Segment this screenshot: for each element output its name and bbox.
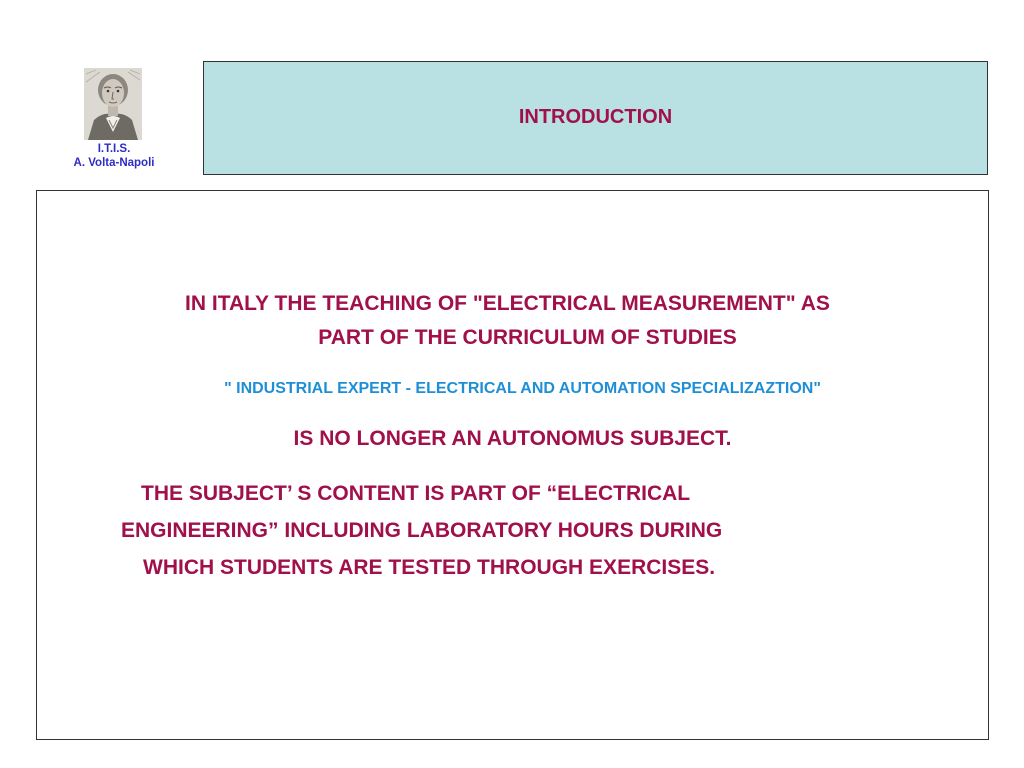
slide-title: INTRODUCTION <box>518 106 673 128</box>
school-location: A. Volta-Napoli <box>73 157 155 169</box>
portrait-image <box>84 68 142 140</box>
content-panel <box>36 190 989 740</box>
intro-line-2: PART OF THE CURRICULUM OF STUDIES <box>318 326 737 349</box>
intro-line-1: IN ITALY THE TEACHING OF "ELECTRICAL MEASUREMENT" AS <box>185 292 830 315</box>
title-banner <box>203 61 988 175</box>
subject-line-2: ENGINEERING” INCLUDING LABORATORY HOURS DURING <box>121 519 723 542</box>
school-abbreviation: I.T.I.S. <box>97 143 131 155</box>
statement: IS NO LONGER AN AUTONOMUS SUBJECT. <box>293 427 732 450</box>
intro-paragraph <box>37 287 988 355</box>
school-name <box>54 142 174 170</box>
subject-line-3: WHICH STUDENTS ARE TESTED THROUGH EXERCISES. <box>143 556 716 579</box>
volta-portrait-icon <box>84 68 142 140</box>
subject-line-1: THE SUBJECT’ S CONTENT IS PART OF “ELECTRICAL <box>141 482 691 505</box>
course-name: " INDUSTRIAL EXPERT - ELECTRICAL AND AUTOMATION SPECIALIZAZTION" <box>224 380 821 397</box>
